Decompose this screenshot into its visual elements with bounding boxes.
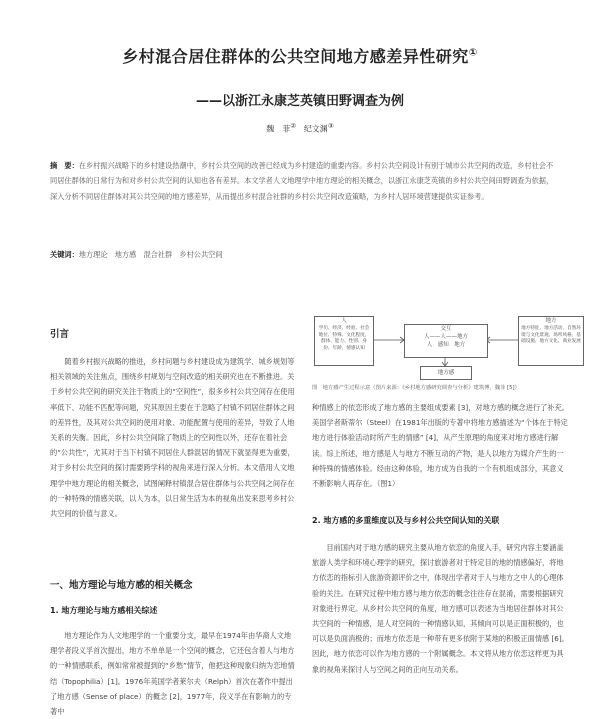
place-box-title: 地方 — [545, 318, 557, 324]
figure-caption: 图 地方感产生过程示意（图片来源：《乡村地方感研究调查与分析》建筑博，魏菲 [5]） — [312, 385, 520, 391]
author-1: 魏 菲 — [266, 124, 291, 134]
interaction-box-sub: 人 感知 地方 — [426, 342, 466, 348]
abstract-text: 在乡村振兴战略下的乡村建设热潮中，乡村公共空间的改善已经成为乡村建造的重要内容。乡村公共空间设计有别于城市公共空间的改造，乡村社会不同居住群体的日常行为和对乡村公共空间的认知也各有差异。本文学者人文地理学中地方理论的相关概念，以浙江永康芝英镇的乡村公共空间田野调查为依据，深入分析不同居住群体对其公共空间的地方感差异，从而提出乡村混合社群的乡村公共空间改造策略，为乡村人居环境营建提供实证参考。 — [50, 161, 554, 201]
title-footnote-mark: ① — [468, 47, 478, 59]
author-2-mark: ③ — [327, 122, 334, 130]
person-box-title: 人 — [341, 318, 347, 324]
section-1-paragraph: 地方理论作为人文地理学的一个重要分支，最早在1974年由华裔人文地理学者段义孚首次提出，地方不单单是一个空间的概念，它还包含着人与地方的一种情感联系，例如常常被提到的“乡愁”情节，他把这种现象归纳为恋地情结（Topophilia）[1]。1976年英国学者莱尔夫（Relph）首次在著作中提出了地方感（Sense of place）的概念 [2]，1977年，段义孚在有影响力的专著中 — [50, 631, 295, 717]
title-text: 乡村混合居住群体的公共空间地方感差异性研究 — [122, 47, 469, 66]
place-sense-diagram — [314, 316, 584, 382]
keywords-text: 地方理论 地方感 混合社群 乡村公共空间 — [78, 250, 223, 259]
diagram-person-box — [314, 316, 374, 366]
author-1-mark: ② — [290, 122, 297, 130]
authors — [0, 122, 600, 135]
abstract — [50, 158, 560, 204]
paper-title — [0, 44, 600, 67]
section-1-heading: 一、地方理论与地方感的相关概念 — [50, 580, 193, 591]
section-2-paragraph: 目前国内对于地方感的研究主要从地方依恋的角度入手，研究内容主要涵盖旅游人类学和环境心理学的研究，探讨旅游者对于特定目的地的情感偏好，将地方依恋的指标引入旅游资源评价之中，体现出学者对于人与地方之中人的心理体验的关注。在研究过程中地方感与地方依恋的概念往往存在混淆，需要根据研究对象进行界定。从乡村公共空间的角度，地方感可以表述为当地居住群体对其公共空间的一种情感，是人对空间的一种情感认知，其倾向可以是正面积极的，也可以是负面消极的；而地方依恋是一种带有更多依附于某地的积极正面情感 [6]。因此，地方依恋可以作为地方感的一个附属概念。本文将从地方依恋这样更为具象的视角来探讨人与空间之间的正向互动关系。 — [312, 543, 569, 674]
left-column-section1 — [50, 577, 296, 717]
right-paragraph-1: 种情感上的依恋形成了地方感的主要组成要素 [3]，对地方感的概念进行了补充。美国学者斯蒂尔（Steel）在1981年出版的专著中将地方感描述为“个体在于特定地方进行体验活动时所产生的情感” [4]，从产生原理的角度来对地方感进行解读。综上所述，地方感是人与地方不断互动的产物，是人以地方为媒介产生的一种特殊的情感体验。经由这种体验，地方成为自我的一个有机组成部分，其意义不断影响人再存在。（图1） — [312, 403, 569, 489]
intro-paragraph: 随着乡村振兴战略的推进，乡村问题与乡村建设成为建筑学、城乡规划等相关领域的关注焦点，围绕乡村规划与空间改造的相关研究也在不断推进。关于乡村公共空间的研究关注于物质上的“空间性”，很多乡村公共空间存在使用率低下、功能不匹配等问题，究其原因主要在于忽略了村镇不同居住群体之间的差异性，及其对公共空间的使用对象、功能配置与使用的差异，导致了人地关系的失衡。因此，乡村公共空间除了物质上的空间性以外，还存在着社会的“公共性”，尤其对于当下村镇不同居住人群混居的情况下就显得更为重要，对于乡村公共空间的探讨需要跨学科的视角来进行深入分析。本文借用人文地理学中地方理论的相关概念，试图阐释村镇混合居住群体与公共空间之间存在的一种特殊的情感关联，以人为本，以日常生活为本的视角出发来思考乡村公共空间的价值与意义。 — [50, 357, 295, 519]
interaction-box-text: 人——人——地方 — [423, 334, 468, 340]
diagram-interaction-box — [404, 324, 488, 358]
diagram-place-box — [518, 316, 584, 366]
left-column — [50, 326, 296, 521]
section-2-heading: 2. 地方感的多重维度以及与乡村公共空间认知的关联 — [312, 516, 500, 525]
place-box-text: 地方特征、地方活动、自然环境与文化景观、场所风格、基础设施、地方文化、商业发展 — [521, 326, 581, 345]
diagram-place-sense-box: 地方感 — [420, 366, 472, 380]
paper-subtitle: ——以浙江永康芝英镇田野调查为例 — [195, 94, 404, 109]
abstract-label: 摘 要： — [50, 161, 79, 170]
person-box-text: 学历、经济、经验、社会地位、特殊、文化程度、群体、能力、性别、身份、年龄、情感认知 — [318, 326, 370, 351]
right-column-section2 — [312, 515, 570, 708]
keywords — [50, 250, 560, 260]
author-2: 纪文渊 — [303, 124, 328, 134]
section-1-1-heading: 1. 地方理论与地方感相关综述 — [50, 606, 158, 615]
right-column — [312, 400, 570, 491]
keywords-label: 关键词： — [50, 250, 79, 259]
interaction-box-title: 交互 — [440, 326, 452, 332]
intro-heading: 引言 — [50, 329, 70, 340]
